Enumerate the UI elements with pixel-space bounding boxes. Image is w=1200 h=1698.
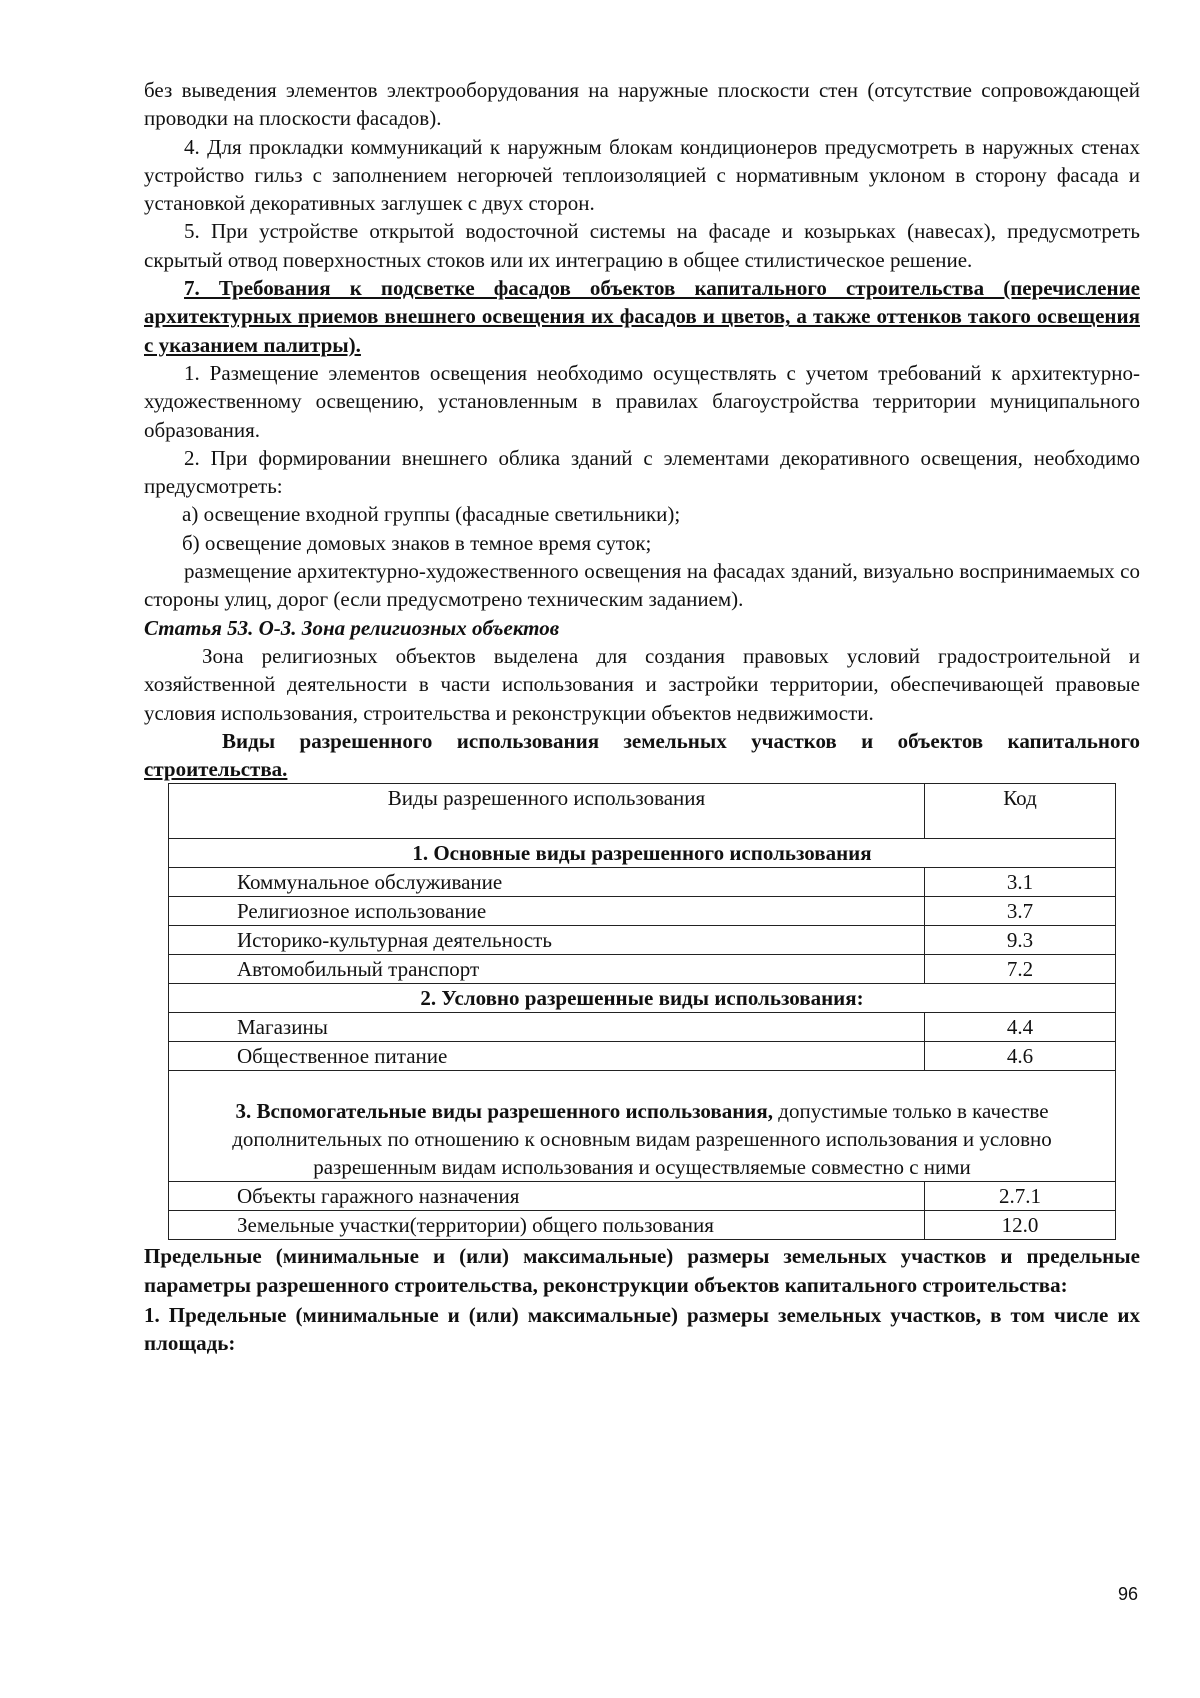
- table-header-row: [169, 784, 1116, 839]
- table-row: [169, 955, 1116, 984]
- table-row: [169, 897, 1116, 926]
- uses-table-heading-part1: Виды разрешенного использования земельных участков и объектов капитального: [222, 728, 1140, 753]
- section-7-title-text: 7. Требования к подсветке фасадов объектов капитального строительства (перечисление архитектурных приемов внешнего освещения их фасадов и цветов, а также оттенков такого освещения с указанием палитры).: [144, 276, 1140, 357]
- group-3-row: [169, 1071, 1116, 1182]
- group-1-title: 1. Основные виды разрешенного использования: [169, 839, 1116, 868]
- uses-table-heading-part2: строительства.: [144, 757, 288, 782]
- use-name: Религиозное использование: [169, 897, 925, 926]
- table-row: [169, 1182, 1116, 1211]
- permitted-uses-table: [168, 783, 1116, 1240]
- limits-heading: Предельные (минимальные и (или) максимальные) размеры земельных участков и предельные параметры разрешенного строительства, реконструкции объектов капитального строительства:: [144, 1244, 1140, 1297]
- table-row: [169, 1211, 1116, 1240]
- section-7-paragraph-1: 1. Размещение элементов освещения необходимо осуществлять с учетом требований к архитектурно-художественному освещению, установленным в правилах благоустройства территории муниципального образования.: [144, 360, 1140, 442]
- page-number: 96: [1118, 1584, 1139, 1604]
- use-code: 9.3: [925, 926, 1116, 955]
- limits-item-1: 1. Предельные (минимальные и (или) максимальные) размеры земельных участков, в том числе их площадь:: [144, 1303, 1140, 1356]
- table-row: [169, 926, 1116, 955]
- use-code: 3.7: [925, 897, 1116, 926]
- use-code: 4.6: [925, 1042, 1116, 1071]
- use-code: 4.4: [925, 1013, 1116, 1042]
- use-name: Земельные участки(территории) общего пользования: [169, 1211, 925, 1240]
- section-7-title: [144, 274, 1140, 359]
- document-page: [144, 76, 1140, 1358]
- article-53-description: Зона религиозных объектов выделена для создания правовых условий градостроительной и хозяйственной деятельности в части использования и застройки территории, обеспечивающей правовые условия использования, строительства и реконструкции объектов недвижимости.: [144, 643, 1140, 725]
- use-code: 2.7.1: [925, 1182, 1116, 1211]
- intro-paragraph-3: 5. При устройстве открытой водосточной системы на фасаде и козырьках (навесах), предусмотреть скрытый отвод поверхностных стоков или их интеграцию в общее стилистическое решение.: [144, 219, 1140, 272]
- article-53-title: Статья 53. О-3. Зона религиозных объектов: [144, 615, 560, 640]
- section-7-item-a: а) освещение входной группы (фасадные светильники);: [182, 502, 681, 527]
- group-3-title: [169, 1071, 1116, 1182]
- column-header-code: Код: [925, 784, 1116, 839]
- section-7-paragraph-3: размещение архитектурно-художественного освещения на фасадах зданий, визуально воспринимаемых со стороны улиц, дорог (если предусмотрено техническим заданием).: [144, 559, 1140, 612]
- use-code: 7.2: [925, 955, 1116, 984]
- group-3-title-bold: 3. Вспомогательные виды разрешенного использования,: [235, 1099, 774, 1124]
- section-7-item-b: б) освещение домовых знаков в темное время суток;: [182, 530, 652, 555]
- table-row: [169, 1042, 1116, 1071]
- group-2-title: 2. Условно разрешенные виды использования:: [169, 984, 1116, 1013]
- group-2-row: [169, 984, 1116, 1013]
- use-name: Объекты гаражного назначения: [169, 1182, 925, 1211]
- intro-paragraph-1: без выведения элементов электрооборудования на наружные плоскости стен (отсутствие сопровождающей проводки на плоскости фасадов).: [144, 78, 1140, 131]
- use-code: 3.1: [925, 868, 1116, 897]
- group-1-row: [169, 839, 1116, 868]
- use-name: Магазины: [169, 1013, 925, 1042]
- use-name: Коммунальное обслуживание: [169, 868, 925, 897]
- use-name: Общественное питание: [169, 1042, 925, 1071]
- use-name: Автомобильный транспорт: [169, 955, 925, 984]
- intro-paragraph-2: 4. Для прокладки коммуникаций к наружным блокам кондиционеров предусмотреть в наружных стенах устройство гильз с заполнением негорючей теплоизоляцией с нормативным уклоном в сторону фасада и установкой декоративных заглушек с двух сторон.: [144, 134, 1140, 216]
- use-code: 12.0: [925, 1211, 1116, 1240]
- section-7-paragraph-2: 2. При формировании внешнего облика зданий с элементами декоративного освещения, необходимо предусмотреть:: [144, 445, 1140, 499]
- use-name: Историко-культурная деятельность: [169, 926, 925, 955]
- group-3-title-rest: допустимые только в качестве дополнительных по отношению к основным видам разрешенного использования и условно разрешенным видам использования и осуществляемые совместно с ними: [232, 1099, 1052, 1180]
- table-row: [169, 868, 1116, 897]
- table-row: [169, 1013, 1116, 1042]
- column-header-uses: Виды разрешенного использования: [169, 784, 925, 839]
- uses-table-heading: [144, 727, 1140, 784]
